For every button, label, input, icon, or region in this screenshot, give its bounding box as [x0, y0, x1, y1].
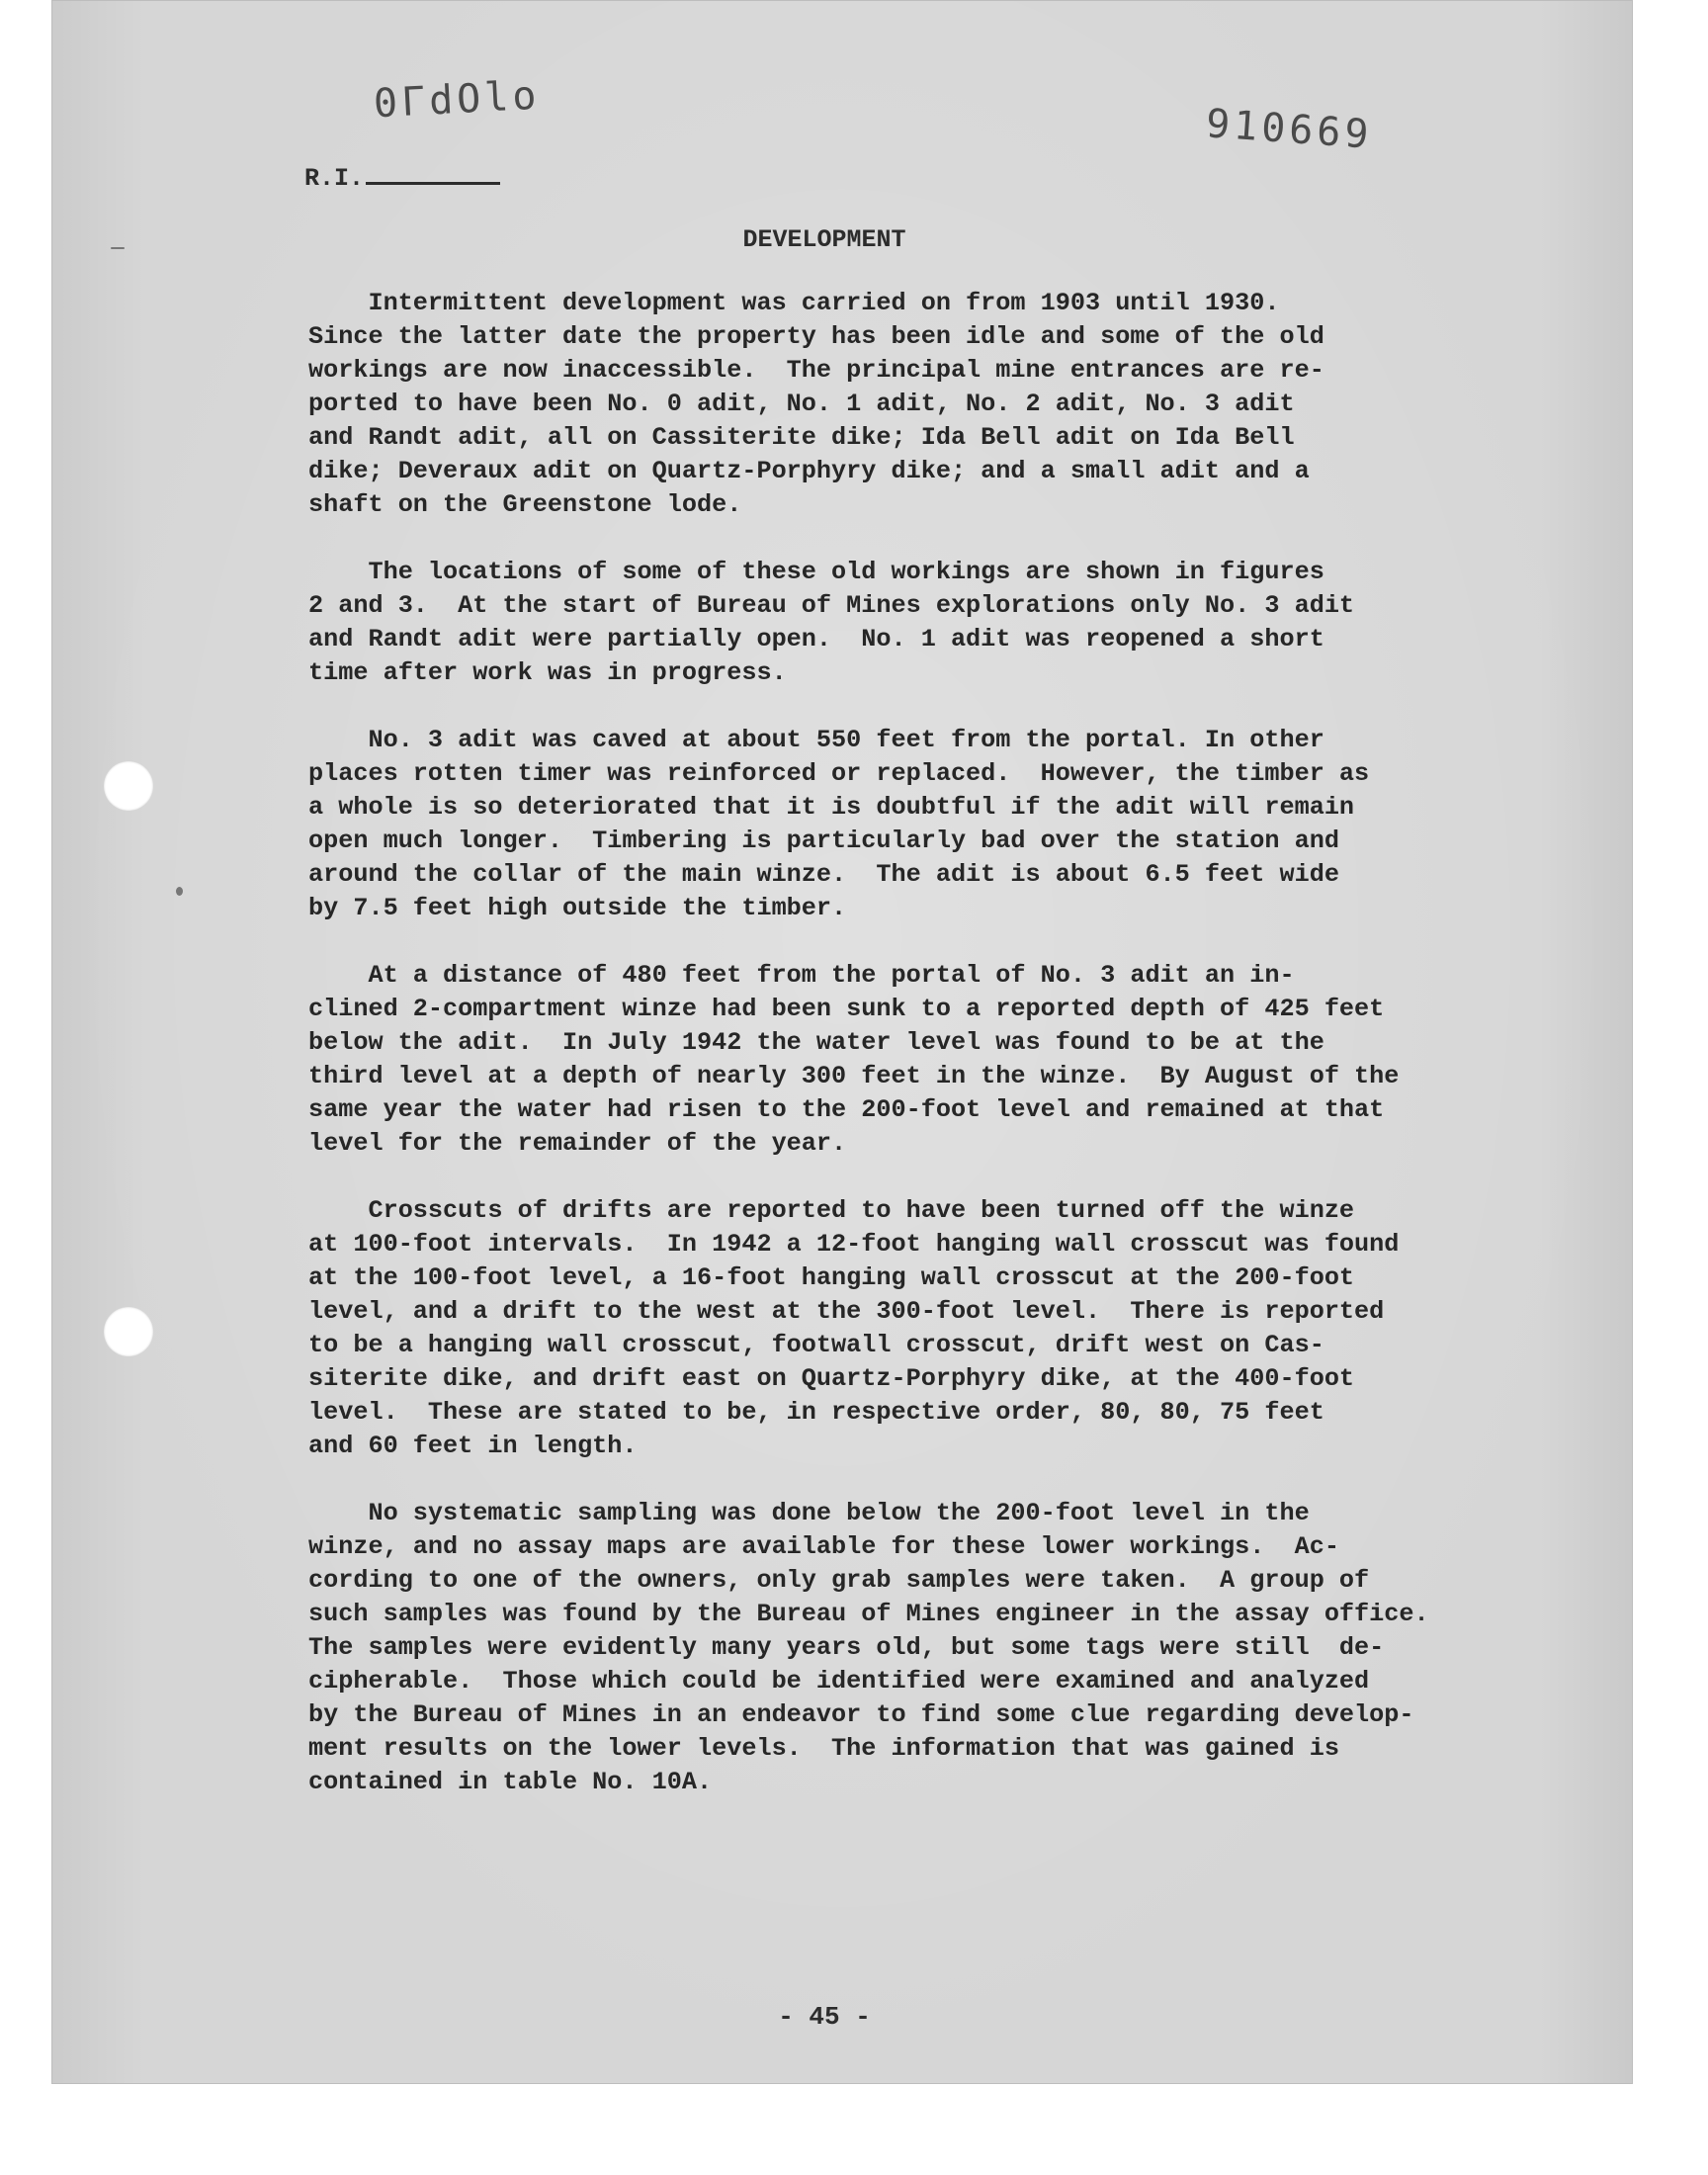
- text-line: cipherable. Those which could be identified were examined and analyzed: [308, 1667, 1370, 1696]
- paper-speck: [176, 887, 183, 896]
- text-line: Since the latter date the property has been idle and some of the old: [308, 322, 1324, 351]
- text-line: and 60 feet in length.: [308, 1432, 638, 1460]
- text-line: shaft on the Greenstone lode.: [308, 490, 742, 519]
- punch-hole: [104, 1307, 153, 1356]
- paragraph: [308, 1194, 1554, 1463]
- text-line: level for the remainder of the year.: [308, 1129, 847, 1158]
- text-line: Crosscuts of drifts are reported to have been turned off the winze: [308, 1196, 1355, 1225]
- page-number: - 45 -: [778, 2002, 871, 2032]
- text-line: by the Bureau of Mines in an endeavor to find some clue regarding develop-: [308, 1700, 1414, 1729]
- paragraph: [308, 959, 1554, 1161]
- text-line: Intermittent development was carried on from 1903 until 1930.: [308, 289, 1280, 317]
- text-line: a whole is so deteriorated that it is doubtful if the adit will remain: [308, 793, 1355, 822]
- report-number-label: R.I.: [304, 164, 365, 193]
- text-line: time after work was in progress.: [308, 658, 787, 687]
- text-line: winze, and no assay maps are available for these lower workings. Ac-: [308, 1532, 1339, 1561]
- text-line: below the adit. In July 1942 the water level was found to be at the: [308, 1028, 1324, 1057]
- text-line: to be a hanging wall crosscut, footwall crosscut, drift west on Cas-: [308, 1331, 1324, 1359]
- text-line: No systematic sampling was done below the 200-foot level in the: [308, 1499, 1310, 1527]
- text-line: The locations of some of these old workings are shown in figures: [308, 558, 1324, 586]
- text-line: level. These are stated to be, in respective order, 80, 80, 75 feet: [308, 1398, 1324, 1427]
- text-line: No. 3 adit was caved at about 550 feet from the portal. In other: [308, 726, 1324, 754]
- text-line: clined 2-compartment winze had been sunk to a reported depth of 425 feet: [308, 995, 1385, 1023]
- body-text: [308, 287, 1554, 1833]
- text-line: such samples was found by the Bureau of Mines engineer in the assay office.: [308, 1600, 1429, 1628]
- report-number-blank-line: [366, 182, 500, 185]
- punch-hole: [104, 761, 153, 811]
- text-line: third level at a depth of nearly 300 feet in the winze. By August of the: [308, 1062, 1400, 1090]
- text-line: level, and a drift to the west at the 300-foot level. There is reported: [308, 1297, 1385, 1326]
- text-line: siterite dike, and drift east on Quartz-Porphyry dike, at the 400-foot: [308, 1364, 1355, 1393]
- text-line: cording to one of the owners, only grab samples were taken. A group of: [308, 1566, 1370, 1595]
- paragraph: [308, 287, 1554, 522]
- text-line: around the collar of the main winze. The adit is about 6.5 feet wide: [308, 860, 1339, 889]
- report-number-field: [304, 164, 500, 193]
- text-line: places rotten timer was reinforced or replaced. However, the timber as: [308, 759, 1370, 788]
- text-line: At a distance of 480 feet from the portal of No. 3 adit an in-: [308, 961, 1295, 990]
- text-line: dike; Deveraux adit on Quartz-Porphyry dike; and a small adit and a: [308, 457, 1310, 485]
- paragraph: [308, 724, 1554, 925]
- section-title: DEVELOPMENT: [742, 225, 906, 254]
- text-line: at the 100-foot level, a 16-foot hanging wall crosscut at the 200-foot: [308, 1263, 1355, 1292]
- text-line: The samples were evidently many years old, but some tags were still de-: [308, 1633, 1385, 1662]
- text-line: by 7.5 feet high outside the timber.: [308, 894, 847, 922]
- text-line: 2 and 3. At the start of Bureau of Mines explorations only No. 3 adit: [308, 591, 1355, 620]
- text-line: contained in table No. 10A.: [308, 1768, 713, 1796]
- text-line: and Randt adit were partially open. No. 1 adit was reopened a short: [308, 625, 1324, 653]
- text-line: ported to have been No. 0 adit, No. 1 adit, No. 2 adit, No. 3 adit: [308, 390, 1295, 418]
- stamp-number-right: 910669: [1204, 101, 1374, 158]
- text-line: ment results on the lower levels. The information that was gained is: [308, 1734, 1339, 1763]
- paragraph: [308, 1497, 1554, 1799]
- stamp-number-left: 0ГdOlo: [372, 72, 542, 128]
- text-line: workings are now inaccessible. The principal mine entrances are re-: [308, 356, 1324, 385]
- text-line: at 100-foot intervals. In 1942 a 12-foot hanging wall crosscut was found: [308, 1230, 1400, 1259]
- text-line: and Randt adit, all on Cassiterite dike; Ida Bell adit on Ida Bell: [308, 423, 1295, 452]
- text-line: open much longer. Timbering is particularly bad over the station and: [308, 826, 1339, 855]
- paragraph: [308, 556, 1554, 690]
- text-line: same year the water had risen to the 200-foot level and remained at that: [308, 1095, 1385, 1124]
